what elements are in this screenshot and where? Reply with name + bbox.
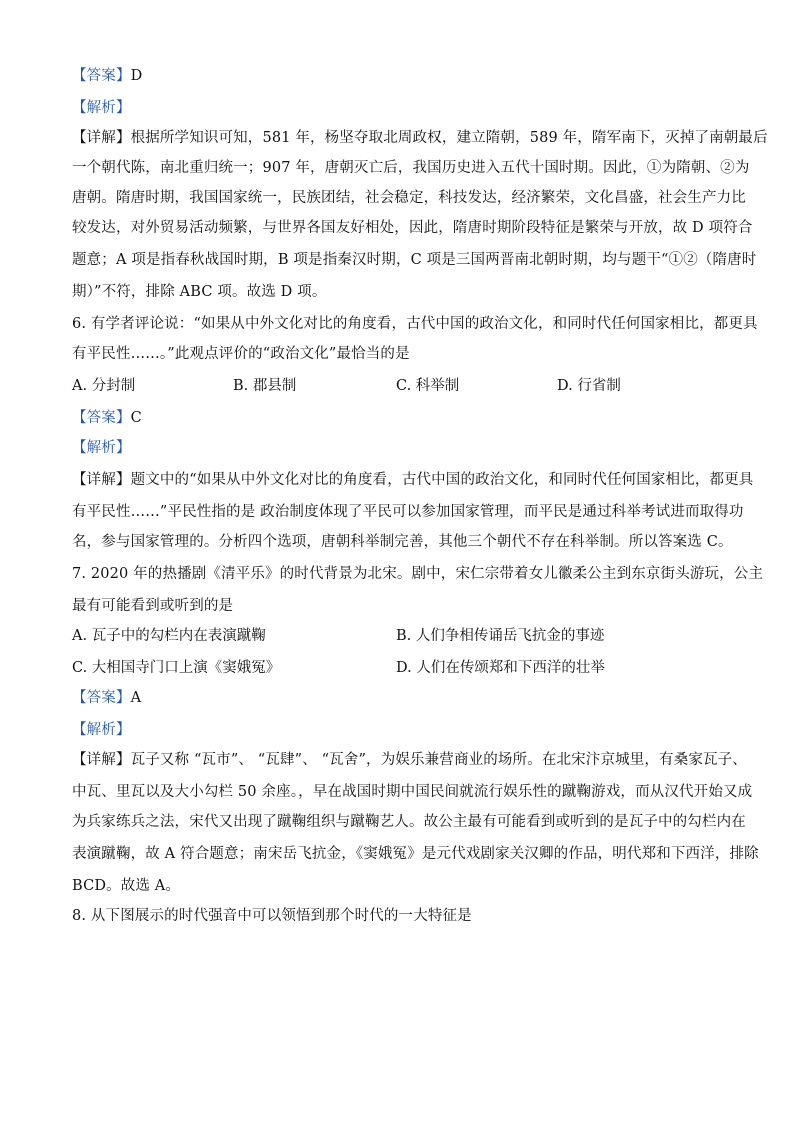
q5-detail-line: 较发达，对外贸易活动频繁，与世界各国友好相处，因此，隋唐时期阶段特征是繁荣与开放，故 D 项符合 bbox=[72, 220, 753, 236]
q5-detail-line: 题意；A 项是指春秋战国时期，B 项是指秦汉时期，C 项是三国两晋南北朝时期，均与题干“①②（隋唐时 bbox=[72, 252, 757, 268]
q6-option-c: C. 科举制 bbox=[396, 378, 460, 394]
q7-stem-line: 最有可能看到或听到的是 bbox=[72, 598, 234, 614]
q5-answer-line bbox=[72, 66, 732, 86]
q5-detail-line: 一个朝代陈，南北重归统一；907 年，唐朝灭亡后，我国历史进入五代十国时期。因此，①为隋朝、②为 bbox=[72, 160, 750, 176]
answer-tag: 【答案】 bbox=[72, 68, 131, 84]
q7-detail-line: 表演蹴鞠，故 A 符合题意；南宋岳飞抗金，《窦娥冤》是元代戏剧家关汉卿的作品，明代郑和下西洋，排除 bbox=[72, 846, 759, 862]
q5-detail-line: 期）”不符，排除 ABC 项。故选 D 项。 bbox=[72, 284, 327, 300]
q6-option-a: A. 分封制 bbox=[72, 378, 136, 394]
answer-tag: 【答案】 bbox=[72, 690, 131, 706]
answer-tag: 【答案】 bbox=[72, 410, 131, 426]
answer-value: D bbox=[130, 68, 143, 84]
q5-detail-line: 【详解】根据所学知识可知，581 年，杨坚夺取北周政权，建立隋朝，589 年，隋军南下，灭掉了南朝最后 bbox=[72, 130, 768, 146]
q7-option-b: B. 人们争相传诵岳飞抗金的事迹 bbox=[396, 628, 605, 644]
q5-detail-line: 唐朝。隋唐时期，我国国家统一，民族团结，社会稳定，科技发达，经济繁荣，文化昌盛，社会生产力比 bbox=[72, 190, 746, 206]
q6-detail-line: 有平民性……”平民性指的是 政治制度体现了平民可以参加国家管理，而平民是通过科举考试进而取得功 bbox=[72, 504, 744, 520]
q6-option-d: D. 行省制 bbox=[557, 378, 621, 394]
q7-detail-line: 【详解】瓦子又称 “瓦市”、 “瓦肆”、 “瓦舍”，为娱乐兼营商业的场所。在北宋汴京城里，有桑家瓦子、 bbox=[72, 752, 747, 768]
q7-stem-line: 7. 2020 年的热播剧《清平乐》的时代背景为北宋。剧中，宋仁宗带着女儿徽柔公主到东京街头游玩，公主 bbox=[72, 566, 764, 582]
q6-option-b: B. 郡县制 bbox=[233, 378, 297, 394]
q6-detail-line: 名，参与国家管理的。分析四个选项，唐朝科举制完善，其他三个朝代不存在科举制。所以答案选 C。 bbox=[72, 534, 733, 550]
q6-stem-line: 有平民性……。”此观点评价的“政治文化”最恰当的是 bbox=[72, 346, 410, 362]
q6-analysis-tag: 【解析】 bbox=[72, 440, 131, 456]
q6-answer-line bbox=[72, 408, 732, 428]
q7-option-d: D. 人们在传颂郑和下西洋的壮举 bbox=[396, 660, 605, 676]
q7-analysis-tag: 【解析】 bbox=[72, 722, 131, 738]
q7-detail-line: 中瓦、里瓦以及大小勾栏 50 余座。，早在战国时期中国民间就流行娱乐性的蹴鞠游戏，而从汉代开始又成 bbox=[72, 784, 753, 800]
q7-detail-line: 为兵家练兵之法，宋代又出现了蹴鞠组织与蹴鞠艺人。故公主最有可能看到或听到的是瓦子中的勾栏内在 bbox=[72, 814, 746, 830]
q8-stem-line: 8. 从下图展示的时代强音中可以领悟到那个时代的一大特征是 bbox=[72, 908, 472, 924]
q7-option-c: C. 大相国寺门口上演《窦娥冤》 bbox=[72, 660, 281, 676]
answer-value: C bbox=[130, 410, 142, 426]
q6-detail-line: 【详解】题文中的“如果从中外文化对比的角度看，古代中国的政治文化，和同时代任何国家相比，都更具 bbox=[72, 472, 754, 488]
q6-stem-line: 6. 有学者评论说：“如果从中外文化对比的角度看，古代中国的政治文化，和同时代任何国家相比，都更具 bbox=[72, 316, 758, 332]
q7-detail-line: BCD。故选 A。 bbox=[72, 878, 181, 894]
q7-answer-line bbox=[72, 688, 732, 708]
q7-option-a: A. 瓦子中的勾栏内在表演蹴鞠 bbox=[72, 628, 266, 644]
q5-analysis-tag: 【解析】 bbox=[72, 100, 131, 116]
answer-value: A bbox=[130, 690, 142, 706]
